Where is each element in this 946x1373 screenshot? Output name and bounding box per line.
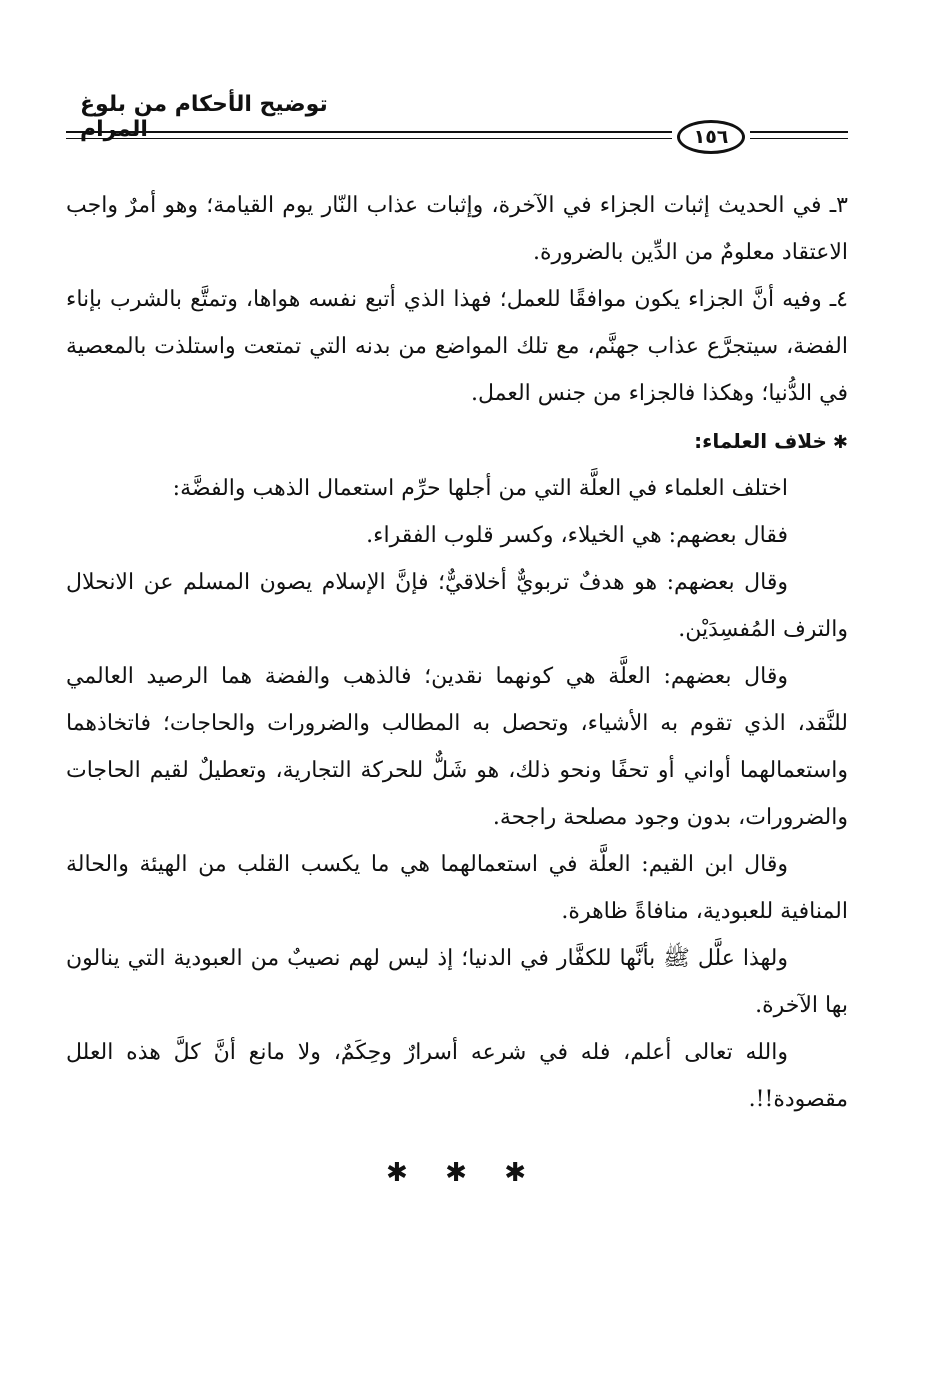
page-number-badge: ١٥٦	[677, 120, 745, 154]
paragraph-3: وقال بعضهم: هو هدفٌ تربويٌّ أخلاقيٌّ؛ فإنَّ الإسلام يصون المسلم عن الانحلال والترف المُفسِدَيْن.	[66, 570, 848, 642]
paragraph-2: فقال بعضهم: هي الخيلاء، وكسر قلوب الفقراء.	[366, 523, 788, 548]
asterisk-icon: ✱	[445, 1158, 467, 1188]
page-body	[66, 182, 848, 1123]
section-title: خلاف العلماء:	[694, 429, 827, 453]
list-item-4: ٤ـ وفيه أنَّ الجزاء يكون موافقًا للعمل؛ فهذا الذي أتبع نفسه هواها، وتمتَّع بالشرب بإناء الفضة، سيتجرَّع عذاب جهنَّم، مع تلك المواضع من بدنه التي تمتعت واستلذت بالمعصية في الدُّنيا؛ وهكذا فالجزاء من جنس العمل.	[66, 287, 848, 406]
paragraph-6: ولهذا علَّل ﷺ بأنَّها للكفَّار في الدنيا؛ إذ ليس لهم نصيبٌ من العبودية التي ينالون بها الآخرة.	[66, 946, 848, 1018]
section-heading	[66, 419, 848, 465]
asterisk-icon: ✱	[504, 1158, 526, 1188]
list-item-3: ٣ـ في الحديث إثبات الجزاء في الآخرة، وإثبات عذاب النّار يوم القيامة؛ وهو أمرٌ واجب الاعتقاد معلومٌ من الدِّين بالضرورة.	[66, 193, 848, 265]
section-separator	[386, 1158, 526, 1188]
paragraph-1: اختلف العلماء في العلَّة التي من أجلها حرِّم استعمال الذهب والفضَّة:	[172, 476, 788, 501]
paragraph-7: والله تعالى أعلم، فله في شرعه أسرارٌ وحِكَمٌ، ولا مانع أنَّ كلَّ هذه العلل مقصودة!!.	[66, 1040, 848, 1112]
header-rule-left-bottom	[66, 138, 672, 139]
header-rule-right-bottom	[750, 138, 848, 139]
paragraph-5: وقال ابن القيم: العلَّة في استعمالهما هي ما يكسب القلب من الهيئة والحالة المنافية للعبودية، منافاةً ظاهرة.	[66, 852, 848, 924]
asterisk-icon: ✱	[386, 1158, 408, 1188]
asterisk-icon: ✱	[832, 432, 848, 453]
running-header-title: توضيح الأحكام من بلوغ المرام	[80, 92, 328, 142]
paragraph-4: وقال بعضهم: العلَّة هي كونهما نقدين؛ فالذهب والفضة هما الرصيد العالمي للنَّقد، الذي تقوم به الأشياء، وتحصل به المطالب والضرورات والحاجات؛ فاتخاذهما واستعمالهما أواني أو تحفًا ونحو ذلك، هو شَلٌّ للحركة التجارية، وتعطيلٌ لقيم الحاجات والضرورات، بدون وجود مصلحة راجحة.	[66, 664, 848, 830]
header-rule-right-top	[750, 131, 848, 133]
header-rule-left-top	[66, 131, 672, 133]
